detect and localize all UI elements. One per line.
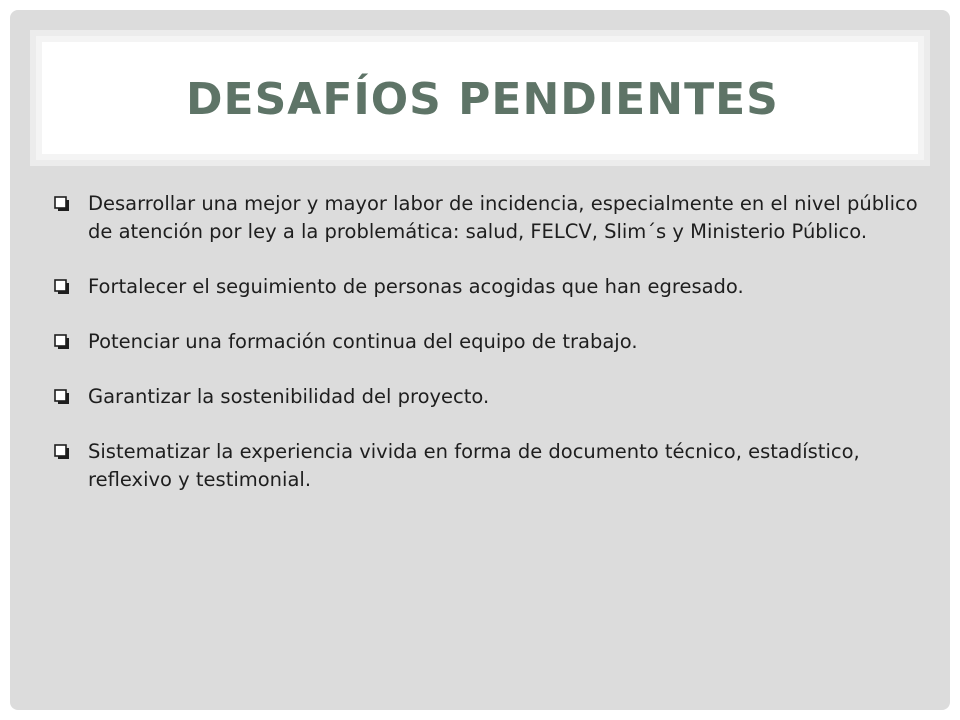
bullet-item <box>52 383 922 411</box>
slide <box>10 10 950 710</box>
title-box <box>30 30 930 166</box>
bullet-text: Sistematizar la experiencia vivida en forma de documento técnico, estadístico, reflexivo y testimonial. <box>88 440 860 491</box>
bullet-item <box>52 273 922 301</box>
bullet-item <box>52 190 922 246</box>
bullet-item <box>52 438 922 494</box>
bullet-text: Potenciar una formación continua del equipo de trabajo. <box>88 330 638 353</box>
bullet-square-icon <box>54 334 70 350</box>
bullet-list <box>52 190 922 521</box>
bullet-square-icon <box>54 196 70 212</box>
bullet-square-icon <box>54 279 70 295</box>
slide-title: DESAFÍOS PENDIENTES <box>186 74 779 125</box>
bullet-square-icon <box>54 444 70 460</box>
bullet-text: Fortalecer el seguimiento de personas acogidas que han egresado. <box>88 275 744 298</box>
bullet-text: Desarrollar una mejor y mayor labor de incidencia, especialmente en el nivel público de atención por ley a la problemática: salud, FELCV, Slim´s y Ministerio Público. <box>88 192 918 243</box>
bullet-square-icon <box>54 389 70 405</box>
bullet-text: Garantizar la sostenibilidad del proyecto. <box>88 385 490 408</box>
bullet-item <box>52 328 922 356</box>
